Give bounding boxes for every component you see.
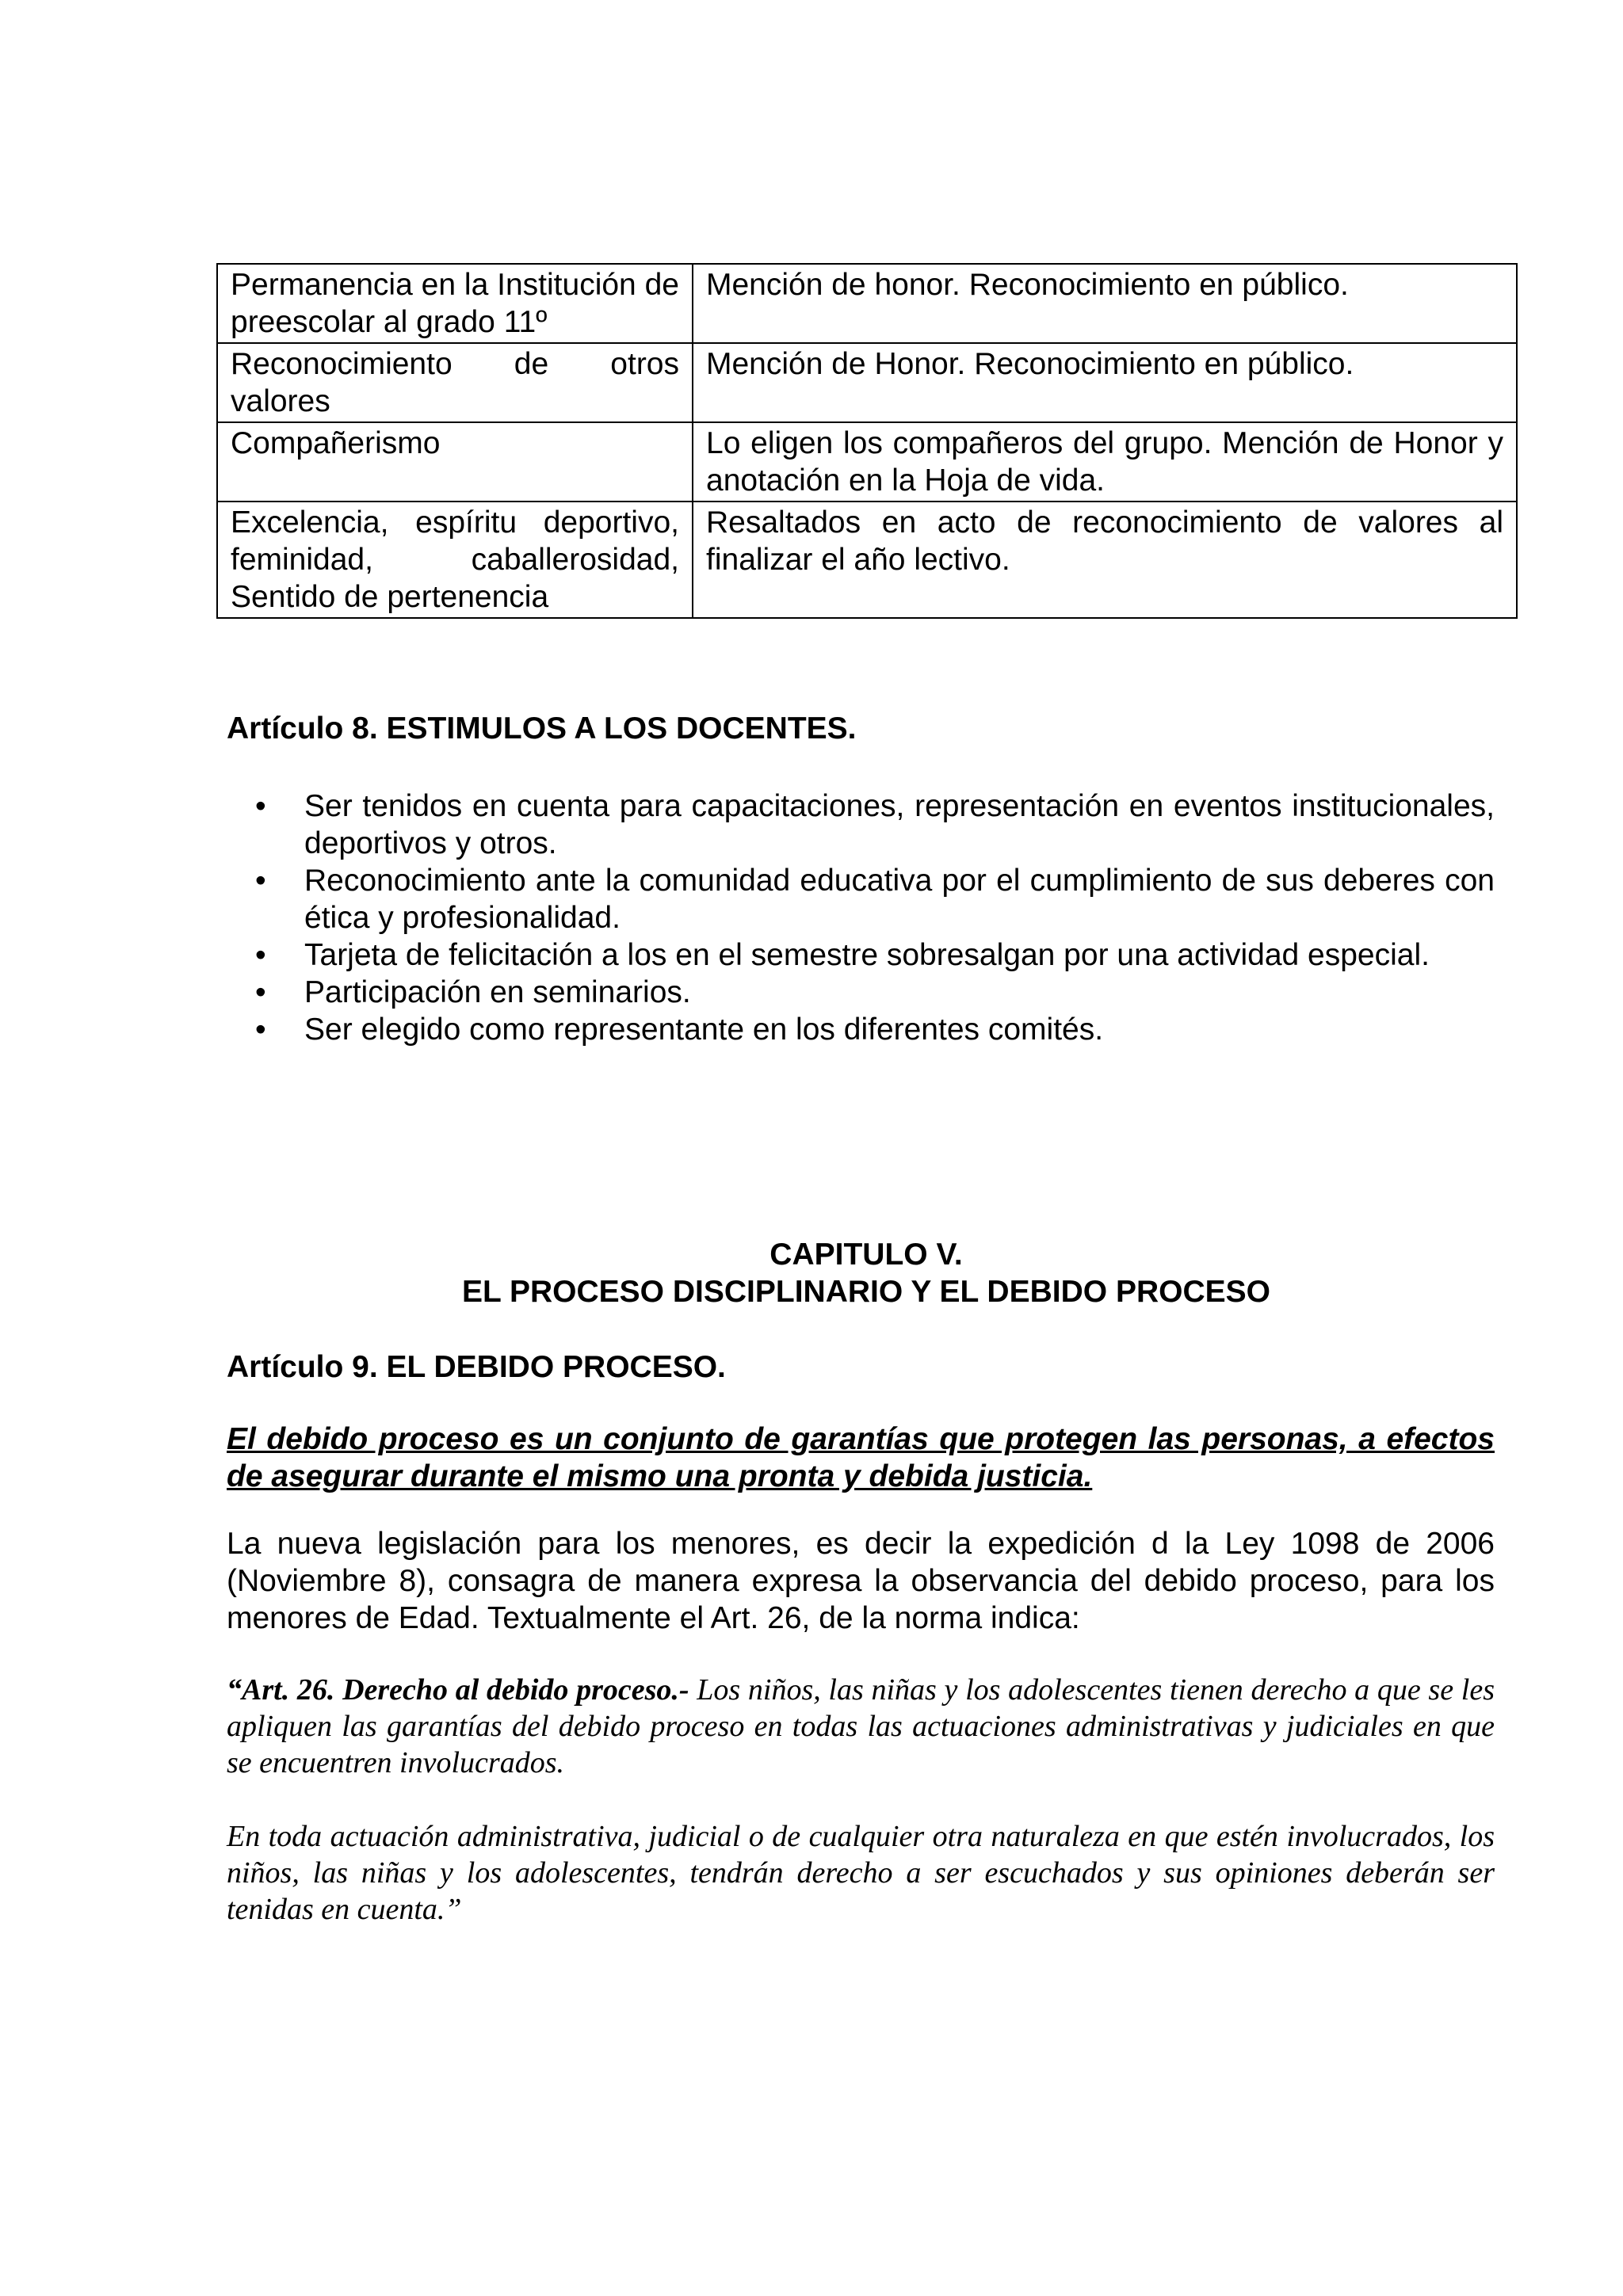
table-row	[217, 502, 1517, 618]
table-cell-criterion: Excelencia, espíritu deportivo, feminidad, caballerosidad, Sentido de pertenencia	[217, 502, 693, 618]
quote-body: Los niños, las niñas y los adolescentes tienen derecho a que se les apliquen las garantías del debido proceso en todas las actuaciones administrativas y judiciales en que se encuentren involucrados.	[227, 1673, 1495, 1779]
article-26-quote	[227, 1672, 1495, 1781]
due-process-definition: El debido proceso es un conjunto de garantías que protegen las personas, a efectos de asegurar durante el mismo una pronta y debida justicia.	[227, 1422, 1495, 1493]
table-cell-stimulus: Resaltados en acto de reconocimiento de valores al finalizar el año lectivo.	[693, 502, 1517, 618]
article-26-quote-continuation: En toda actuación administrativa, judicial o de cualquier otra naturaleza en que estén involucrados, los niños, las niñas y los adolescentes, tendrán derecho a ser escuchados y sus opiniones deberán ser tenidas en cuenta.”	[227, 1820, 1495, 1926]
quote-lead: “Art. 26. Derecho al debido proceso.-	[227, 1673, 689, 1707]
list-item	[227, 974, 1495, 1011]
list-item	[227, 862, 1495, 936]
list-item-text: Ser elegido como representante en los diferentes comités.	[304, 1013, 1104, 1047]
list-item-text: Participación en seminarios.	[304, 975, 691, 1009]
list-item-text: Ser tenidos en cuenta para capacitaciones, representación en eventos institucionales, deportivos y otros.	[304, 789, 1495, 860]
teacher-incentives-list	[227, 788, 1495, 1048]
table-cell-criterion: Compañerismo	[217, 422, 693, 502]
list-item	[227, 1011, 1495, 1048]
bullet-icon: •	[255, 864, 266, 898]
table-cell-stimulus: Lo eligen los compañeros del grupo. Mención de Honor y anotación en la Hoja de vida.	[693, 422, 1517, 502]
table-cell-stimulus: Mención de Honor. Reconocimiento en público.	[693, 343, 1517, 422]
bullet-icon: •	[255, 975, 266, 1009]
table-cell-criterion: Reconocimiento de otros valores	[217, 343, 693, 422]
stimulus-table	[216, 263, 1518, 619]
table-cell-stimulus: Mención de honor. Reconocimiento en público.	[693, 264, 1517, 343]
table-row	[217, 343, 1517, 422]
list-item-text: Tarjeta de felicitación a los en el semestre sobresalgan por una actividad especial.	[304, 938, 1430, 972]
bullet-icon: •	[255, 938, 266, 972]
table-cell-criterion: Permanencia en la Institución de preescolar al grado 11º	[217, 264, 693, 343]
article-8-heading: Artículo 8. ESTIMULOS A LOS DOCENTES.	[227, 711, 857, 746]
list-item-text: Reconocimiento ante la comunidad educativa por el cumplimiento de sus deberes con ética y profesionalidad.	[304, 864, 1495, 935]
bullet-icon: •	[255, 1013, 266, 1047]
table-row	[217, 264, 1517, 343]
article-9-heading: Artículo 9. EL DEBIDO PROCESO.	[227, 1350, 726, 1384]
chapter-number: CAPITULO V.	[769, 1238, 963, 1272]
table-row	[217, 422, 1517, 502]
law-paragraph: La nueva legislación para los menores, es decir la expedición d la Ley 1098 de 2006 (Noviembre 8), consagra de manera expresa la observancia del debido proceso, para los menores de Edad. Textualmente el Art. 26, de la norma indica:	[227, 1527, 1495, 1635]
list-item	[227, 788, 1495, 862]
list-item	[227, 936, 1495, 974]
bullet-icon: •	[255, 789, 266, 823]
chapter-title: EL PROCESO DISCIPLINARIO Y EL DEBIDO PROCESO	[462, 1275, 1270, 1309]
